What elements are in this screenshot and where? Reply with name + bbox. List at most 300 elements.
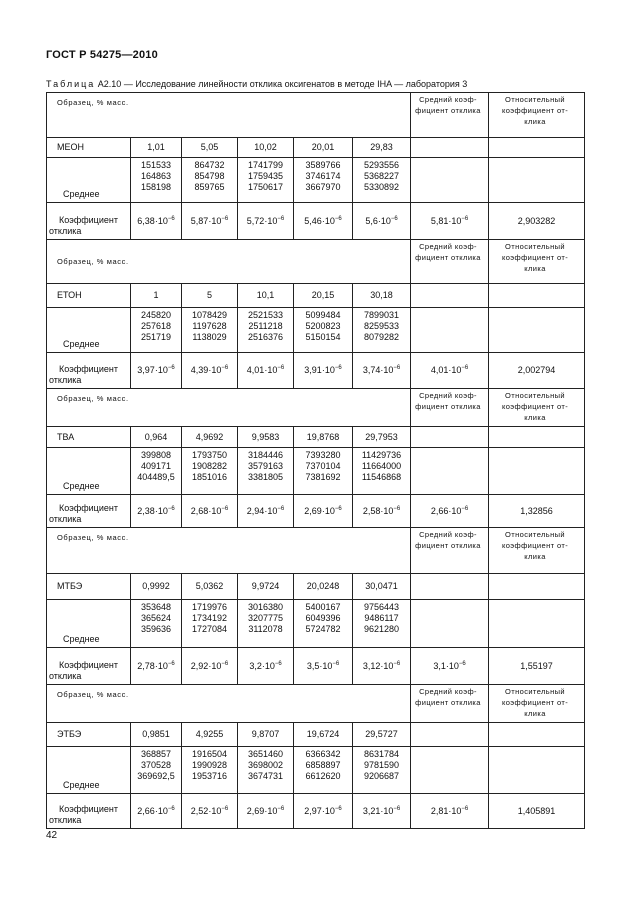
average-label <box>47 600 131 648</box>
coefficient-mantissa: 2,68 <box>190 505 209 516</box>
coefficient-label-line1: Коэффициент <box>59 215 118 225</box>
concentration-cell <box>131 284 182 308</box>
coefficient-mantissa: 3,5 <box>306 660 320 671</box>
table-header-row <box>47 93 585 138</box>
response-value: 257618 <box>140 321 172 331</box>
concentration-value: 20,15 <box>311 290 335 300</box>
coefficient-exponent: −6 <box>277 215 285 222</box>
coefficient-mantissa: 3,21 <box>362 805 381 816</box>
coefficient-exponent: −6 <box>274 660 282 667</box>
response-value: 164863 <box>140 171 172 181</box>
coefficient-cell: $5,87\cdot 10^{-6}$ <box>182 203 238 240</box>
response-value: 3381805 <box>247 472 284 482</box>
response-value: 359636 <box>140 624 172 634</box>
response-cell <box>131 308 182 353</box>
coefficient-exponent: −6 <box>221 365 229 371</box>
coefficient-cell: $4,39\cdot 10^{-6}$ <box>182 353 238 389</box>
coefficient-exponent: −6 <box>461 505 469 512</box>
coefficient-label-line2: отклика <box>49 375 82 385</box>
response-value: 3112078 <box>248 624 283 634</box>
coefficient-label-line2: отклика <box>49 671 82 681</box>
response-value: 9621280 <box>363 624 400 634</box>
rel-coef-header <box>489 528 585 574</box>
relative-coefficient-value: 2,002794 <box>517 365 556 375</box>
response-value: 7899031 <box>363 310 400 320</box>
response-value: 399808 <box>140 450 172 460</box>
concentration-value: 9,9724 <box>251 581 280 591</box>
response-value: 1727084 <box>191 624 228 634</box>
response-value: 353648 <box>140 602 172 612</box>
compound-row <box>47 574 585 600</box>
coefficient-label-line2: отклика <box>49 226 82 236</box>
average-coefficient-cell: $5,81\cdot 10^{-6}$ <box>411 203 489 240</box>
coefficient-label-line1: Коэффициент <box>59 804 118 814</box>
concentration-value: 20,0248 <box>306 581 340 591</box>
concentration-cell <box>353 427 411 448</box>
response-cell <box>131 158 182 203</box>
response-value: 5150154 <box>305 332 341 342</box>
coefficient-cell: $2,69\cdot 10^{-6}$ <box>294 495 353 528</box>
concentration-cell <box>131 723 182 747</box>
response-cell <box>238 308 294 353</box>
response-value: 245820 <box>140 310 172 320</box>
response-cell <box>294 158 353 203</box>
sample-mass-label <box>47 528 411 574</box>
linearity-table <box>46 92 585 829</box>
coefficient-exponent: −6 <box>221 215 229 222</box>
response-value: 1734192 <box>191 613 228 623</box>
compound-name <box>47 284 131 308</box>
concentration-value: 29,7953 <box>365 431 398 442</box>
coefficient-exponent: −6 <box>461 365 469 371</box>
coefficient-mantissa: 3,12 <box>362 660 381 671</box>
relative-coefficient-value: 2,903282 <box>517 215 556 226</box>
response-value: 1793750 <box>191 450 228 460</box>
compound-name-text: МЕОН <box>57 142 84 152</box>
concentration-cell <box>182 723 238 747</box>
response-value: 1138029 <box>192 332 227 342</box>
response-value: 1197628 <box>192 321 227 331</box>
concentration-cell <box>131 574 182 600</box>
compound-row <box>47 723 585 747</box>
coefficient-mantissa: 2,69 <box>304 505 322 516</box>
concentration-cell <box>294 138 353 158</box>
coefficient-exponent: −6 <box>393 660 401 667</box>
avg-coef-header <box>411 685 489 723</box>
response-value: 2521533 <box>247 310 284 320</box>
coefficient-cell: $3,97\cdot 10^{-6}$ <box>131 353 182 389</box>
avg-coef-header-text: Средний коэф- фициент отклика <box>415 530 481 550</box>
empty-cell <box>489 448 585 495</box>
response-value: 7370104 <box>305 461 341 471</box>
coefficient-row <box>47 495 585 528</box>
response-value: 404489,5 <box>137 472 175 482</box>
avg-coef-header-text: Средний коэф- фициент отклика <box>415 391 481 411</box>
coefficient-mantissa: 4,01 <box>430 365 449 375</box>
concentration-value: 10,1 <box>256 290 275 300</box>
coefficient-mantissa: 2,92 <box>190 660 209 671</box>
concentration-value: 19,6724 <box>306 729 340 739</box>
concentration-value: 10,02 <box>254 142 277 152</box>
coefficient-mantissa: 3,97 <box>137 365 155 375</box>
coefficient-exponent: −6 <box>334 805 342 812</box>
average-coefficient-cell: $3,1\cdot 10^{-6}$ <box>411 648 489 685</box>
average-label-text: Среднее <box>63 780 100 790</box>
coefficient-exponent: −6 <box>393 805 401 812</box>
compound-row <box>47 284 585 308</box>
coefficient-row <box>47 648 585 685</box>
response-value: 3746174 <box>305 171 341 181</box>
concentration-value: 20,01 <box>311 142 335 152</box>
coefficient-mantissa: 2,78 <box>137 660 155 671</box>
coefficient-exponent: −6 <box>221 505 229 512</box>
coefficient-exponent: −6 <box>393 505 401 512</box>
concentration-cell <box>238 138 294 158</box>
coefficient-cell: $2,66\cdot 10^{-6}$ <box>131 794 182 829</box>
concentration-value: 0,9992 <box>142 581 170 591</box>
coefficient-exponent: −6 <box>277 365 285 371</box>
response-value: 9781590 <box>363 760 400 770</box>
response-value: 1916504 <box>191 749 228 759</box>
table-header-row <box>47 240 585 284</box>
response-value: 6612620 <box>305 771 341 781</box>
sample-mass-text: Образец, % масс. <box>57 394 129 403</box>
empty-cell <box>489 284 585 308</box>
response-value: 1078429 <box>191 310 228 320</box>
response-value: 7381692 <box>305 472 341 482</box>
concentration-value: 1,01 <box>147 142 165 152</box>
concentration-value: 0,964 <box>144 431 168 442</box>
average-label <box>47 158 131 203</box>
compound-name <box>47 138 131 158</box>
average-coefficient-cell: $2,81\cdot 10^{-6}$ <box>411 794 489 829</box>
coefficient-exponent: −6 <box>277 505 285 512</box>
empty-cell <box>489 574 585 600</box>
coefficient-mantissa: 2,97 <box>304 805 322 816</box>
response-value: 3674731 <box>247 771 284 781</box>
coefficient-cell: $3,21\cdot 10^{-6}$ <box>353 794 411 829</box>
average-coefficient-cell: $2,66\cdot 10^{-6}$ <box>411 495 489 528</box>
coefficient-mantissa: 5,87 <box>190 215 209 226</box>
response-cell <box>353 308 411 353</box>
response-cell <box>353 747 411 794</box>
coefficient-exponent: −6 <box>461 805 469 812</box>
response-value: 864732 <box>194 160 225 170</box>
average-label <box>47 308 131 353</box>
empty-cell <box>411 427 489 448</box>
response-value: 11546868 <box>361 472 402 482</box>
response-value: 5368227 <box>363 171 400 181</box>
response-value: 368857 <box>140 749 172 759</box>
coefficient-mantissa: 6,38 <box>137 215 155 226</box>
coefficient-label <box>47 203 131 240</box>
response-value: 2516376 <box>247 332 284 342</box>
rel-coef-header-text: Относительный коэффициент от- клика <box>501 242 569 273</box>
compound-name-text: ЭТБЭ <box>57 729 82 739</box>
response-cell <box>353 158 411 203</box>
concentration-value: 5,0362 <box>195 581 224 591</box>
avg-coef-header-text: Средний коэф- фициент отклика <box>415 687 481 707</box>
coefficient-exponent: −6 <box>390 215 398 222</box>
response-value: 365624 <box>140 613 172 623</box>
empty-cell <box>411 600 489 648</box>
empty-cell <box>411 308 489 353</box>
avg-coef-header <box>411 93 489 138</box>
average-label-text: Среднее <box>63 339 100 349</box>
empty-cell <box>411 448 489 495</box>
coefficient-mantissa: 3,1 <box>433 660 446 671</box>
concentration-cell <box>182 427 238 448</box>
sample-mass-text: Образец, % масс. <box>57 98 129 107</box>
coefficient-exponent: −6 <box>221 805 229 812</box>
sample-mass-label <box>47 93 411 138</box>
coefficient-mantissa: 4,39 <box>190 365 209 375</box>
response-value: 5330892 <box>363 182 400 192</box>
relative-coefficient-value: 1,55197 <box>520 660 553 671</box>
concentration-cell <box>182 284 238 308</box>
coefficient-mantissa: 2,38 <box>137 505 155 516</box>
rel-coef-header-text: Относительный коэффициент от- клика <box>501 95 569 126</box>
concentration-cell <box>353 138 411 158</box>
empty-cell <box>411 138 489 158</box>
relative-coefficient-value: 1,405891 <box>517 805 556 816</box>
avg-coef-header <box>411 240 489 284</box>
coefficient-label <box>47 648 131 685</box>
response-value: 1851016 <box>191 472 228 482</box>
coefficient-mantissa: 5,46 <box>304 215 322 226</box>
coefficient-label-line1: Коэффициент <box>59 503 118 513</box>
rel-coef-header-text: Относительный коэффициент от- клика <box>501 687 569 718</box>
average-label-text: Среднее <box>63 634 100 644</box>
coefficient-exponent: −6 <box>334 505 342 512</box>
coefficient-cell: $3,5\cdot 10^{-6}$ <box>294 648 353 685</box>
concentration-cell <box>238 284 294 308</box>
coefficient-mantissa: 3,74 <box>362 365 381 375</box>
relative-coefficient-value: 1,32856 <box>520 505 553 516</box>
response-value: 859765 <box>194 182 225 192</box>
coefficient-exponent: −6 <box>167 215 175 222</box>
coefficient-exponent: −6 <box>167 505 175 512</box>
average-label <box>47 448 131 495</box>
response-cell <box>294 747 353 794</box>
coefficient-label-line1: Коэффициент <box>59 660 118 670</box>
coefficient-exponent: −6 <box>332 660 340 667</box>
coefficient-cell: $2,38\cdot 10^{-6}$ <box>131 495 182 528</box>
response-cell <box>294 600 353 648</box>
coefficient-cell: $5,72\cdot 10^{-6}$ <box>238 203 294 240</box>
relative-coefficient-cell <box>489 353 585 389</box>
relative-coefficient-cell <box>489 648 585 685</box>
response-value: 6858897 <box>305 760 341 770</box>
concentration-value: 4,9692 <box>195 431 224 442</box>
response-cell <box>182 600 238 648</box>
responses-row <box>47 747 585 794</box>
sample-mass-label <box>47 685 411 723</box>
avg-coef-header-text: Средний коэф- фициент отклика <box>415 242 481 262</box>
rel-coef-header <box>489 93 585 138</box>
rel-coef-header-text: Относительный коэффициент от- клика <box>501 530 569 561</box>
compound-row <box>47 427 585 448</box>
sample-mass-label <box>47 240 411 284</box>
response-value: 151533 <box>140 160 172 170</box>
response-value: 409171 <box>140 461 172 471</box>
response-value: 251719 <box>140 332 172 342</box>
response-value: 3016380 <box>247 602 284 612</box>
coefficient-mantissa: 2,66 <box>430 505 449 516</box>
coefficient-cell: $3,12\cdot 10^{-6}$ <box>353 648 411 685</box>
response-value: 854798 <box>194 171 225 181</box>
response-cell <box>182 747 238 794</box>
sample-mass-label <box>47 389 411 427</box>
coefficient-row <box>47 203 585 240</box>
response-cell <box>131 600 182 648</box>
sample-mass-text: Образец, % масс. <box>57 257 129 266</box>
coefficient-cell: $2,68\cdot 10^{-6}$ <box>182 495 238 528</box>
coefficient-cell: $2,92\cdot 10^{-6}$ <box>182 648 238 685</box>
response-cell <box>131 747 182 794</box>
avg-coef-header <box>411 528 489 574</box>
coefficient-exponent: −6 <box>461 215 469 222</box>
coefficient-exponent: −6 <box>334 215 342 222</box>
response-cell <box>131 448 182 495</box>
coefficient-exponent: −6 <box>167 365 175 371</box>
response-value: 3207775 <box>247 613 284 623</box>
coefficient-label-line2: отклика <box>49 815 82 825</box>
response-cell <box>353 448 411 495</box>
coefficient-mantissa: 5,72 <box>246 215 265 226</box>
response-value: 8259533 <box>363 321 400 331</box>
response-value: 7393280 <box>305 450 341 460</box>
empty-cell <box>489 600 585 648</box>
concentration-cell <box>238 427 294 448</box>
coefficient-label-line1: Коэффициент <box>59 364 118 374</box>
coefficient-mantissa: 2,66 <box>137 805 155 816</box>
coefficient-cell: $2,78\cdot 10^{-6}$ <box>131 648 182 685</box>
compound-name-text: ЕТОН <box>57 290 82 300</box>
response-value: 3651460 <box>247 749 284 759</box>
response-value: 8079282 <box>363 332 400 342</box>
concentration-cell <box>182 138 238 158</box>
response-value: 3667970 <box>305 182 341 192</box>
concentration-cell <box>238 723 294 747</box>
coefficient-cell: $2,97\cdot 10^{-6}$ <box>294 794 353 829</box>
response-cell <box>353 600 411 648</box>
concentration-value: 0,9851 <box>142 729 170 739</box>
compound-row <box>47 138 585 158</box>
response-value: 1953716 <box>191 771 228 781</box>
coefficient-cell: $2,52\cdot 10^{-6}$ <box>182 794 238 829</box>
responses-row <box>47 448 585 495</box>
coefficient-label <box>47 794 131 829</box>
response-cell <box>238 448 294 495</box>
response-value: 5400167 <box>305 602 341 612</box>
response-value: 3589766 <box>305 160 341 170</box>
empty-cell <box>411 574 489 600</box>
average-label-text: Среднее <box>63 481 100 491</box>
empty-cell <box>411 158 489 203</box>
response-value: 1719976 <box>191 602 228 612</box>
page-number: 42 <box>46 830 58 841</box>
coefficient-row <box>47 794 585 829</box>
concentration-cell <box>353 284 411 308</box>
caption-lead: Таблица <box>46 79 96 89</box>
coefficient-mantissa: 5,6 <box>365 215 378 226</box>
concentration-value: 19,8768 <box>306 431 340 442</box>
concentration-cell <box>238 574 294 600</box>
coefficient-row <box>47 353 585 389</box>
caption-text: А2.10 — Исследование линейности отклика оксигенатов в методе IHA — лаборатория 3 <box>95 79 468 89</box>
average-label <box>47 747 131 794</box>
coefficient-exponent: −6 <box>221 660 229 667</box>
coefficient-mantissa: 2,69 <box>246 805 265 816</box>
avg-coef-header-text: Средний коэф- фициент отклика <box>415 95 481 115</box>
coefficient-label <box>47 495 131 528</box>
response-cell <box>238 747 294 794</box>
sample-mass-text: Образец, % масс. <box>57 533 129 542</box>
empty-cell <box>411 284 489 308</box>
table-caption <box>46 79 467 89</box>
concentration-value: 29,5727 <box>365 729 398 739</box>
relative-coefficient-cell <box>489 495 585 528</box>
coefficient-mantissa: 2,52 <box>190 805 209 816</box>
relative-coefficient-cell <box>489 203 585 240</box>
concentration-value: 29,83 <box>370 142 393 152</box>
responses-row <box>47 158 585 203</box>
response-cell <box>182 158 238 203</box>
concentration-cell <box>131 138 182 158</box>
response-value: 5724782 <box>305 624 341 634</box>
rel-coef-header <box>489 685 585 723</box>
empty-cell <box>411 723 489 747</box>
coefficient-cell: $3,74\cdot 10^{-6}$ <box>353 353 411 389</box>
coefficient-mantissa: 4,01 <box>246 365 265 375</box>
coefficient-cell: $2,58\cdot 10^{-6}$ <box>353 495 411 528</box>
coefficient-mantissa: 5,81 <box>430 215 449 226</box>
coefficient-label-line2: отклика <box>49 514 82 524</box>
responses-row <box>47 600 585 648</box>
coefficient-exponent: −6 <box>167 660 175 667</box>
compound-name <box>47 427 131 448</box>
average-label-text: Среднее <box>63 189 100 199</box>
rel-coef-header <box>489 389 585 427</box>
concentration-value: 30,0471 <box>365 581 398 591</box>
table-header-row <box>47 685 585 723</box>
concentration-cell <box>294 284 353 308</box>
response-value: 158198 <box>140 182 172 192</box>
concentration-value: 9,9583 <box>251 431 280 442</box>
response-value: 369692,5 <box>137 771 175 781</box>
concentration-value: 1 <box>153 290 159 300</box>
compound-name <box>47 574 131 600</box>
response-value: 5293556 <box>363 160 400 170</box>
response-value: 5099484 <box>305 310 341 320</box>
coefficient-cell: $2,69\cdot 10^{-6}$ <box>238 794 294 829</box>
response-value: 9206687 <box>363 771 400 781</box>
concentration-value: 9,8707 <box>251 729 280 739</box>
concentration-cell <box>294 427 353 448</box>
coefficient-label <box>47 353 131 389</box>
document-header: ГОСТ Р 54275—2010 <box>46 49 158 61</box>
coefficient-cell: $3,91\cdot 10^{-6}$ <box>294 353 353 389</box>
response-value: 6049396 <box>305 613 341 623</box>
empty-cell <box>489 747 585 794</box>
response-value: 11664000 <box>361 461 402 471</box>
concentration-cell <box>353 723 411 747</box>
compound-name <box>47 723 131 747</box>
table-header-row <box>47 389 585 427</box>
relative-coefficient-cell <box>489 794 585 829</box>
response-cell <box>294 308 353 353</box>
